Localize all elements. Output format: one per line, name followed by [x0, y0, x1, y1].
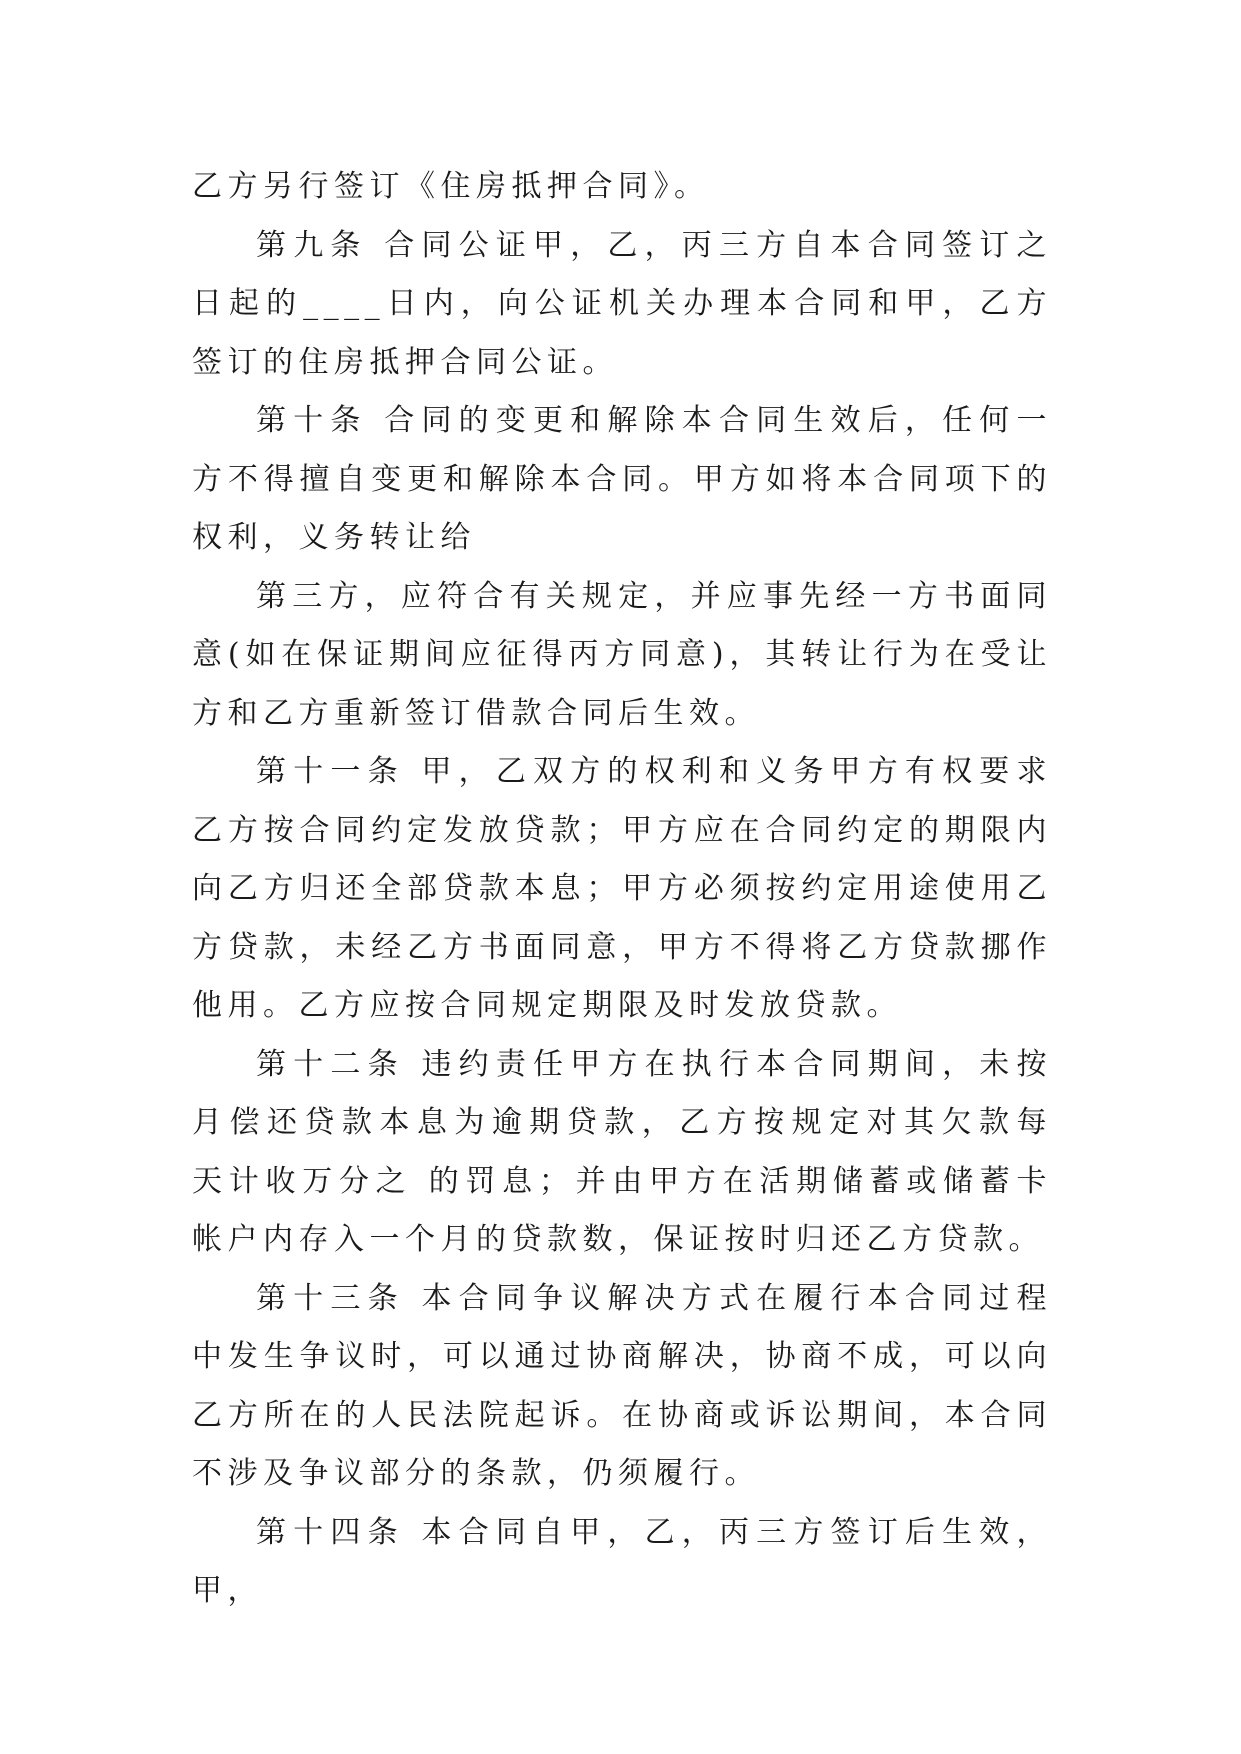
paragraph-article-10: 第十条 合同的变更和解除本合同生效后，任何一方不得擅自变更和解除本合同。甲方如将本合同项下的权利，义务转让给 — [192, 403, 1052, 555]
paragraph-continuation: 乙方另行签订《住房抵押合同》。 — [192, 169, 710, 204]
paragraph-article-11: 第十一条 甲，乙双方的权利和义务甲方有权要求乙方按合同约定发放贷款；甲方应在合同约定的期限内向乙方归还全部贷款本息；甲方必须按约定用途使用乙方贷款，未经乙方书面同意，甲方不得将乙方贷款挪作他用。乙方应按合同规定期限及时发放贷款。 — [192, 754, 1052, 1023]
paragraph-article-9: 第九条 合同公证甲，乙，丙三方自本合同签订之日起的____日内，向公证机关办理本合同和甲，乙方签订的住房抵押合同公证。 — [192, 227, 1052, 380]
paragraph-article-13: 第十三条 本合同争议解决方式在履行本合同过程中发生争议时，可以通过协商解决，协商不成，可以向乙方所在的人民法院起诉。在协商或诉讼期间，本合同不涉及争议部分的条款，仍须履行。 — [192, 1280, 1052, 1491]
paragraph-article-14: 第十四条 本合同自甲，乙，丙三方签订后生效，甲， — [192, 1514, 1052, 1608]
paragraph-article-12: 第十二条 违约责任甲方在执行本合同期间，未按月偿还贷款本息为逾期贷款，乙方按规定对其欠款每 天计收万分之 的罚息；并由甲方在活期储蓄或储蓄卡帐户内存入一个月的贷款数，保证按时归还乙方贷款。 — [192, 1046, 1052, 1257]
document-body — [192, 158, 1052, 1621]
paragraph-third-party: 第三方，应符合有关规定，并应事先经一方书面同意(如在保证期间应征得丙方同意)，其转让行为在受让方和乙方重新签订借款合同后生效。 — [192, 578, 1052, 731]
